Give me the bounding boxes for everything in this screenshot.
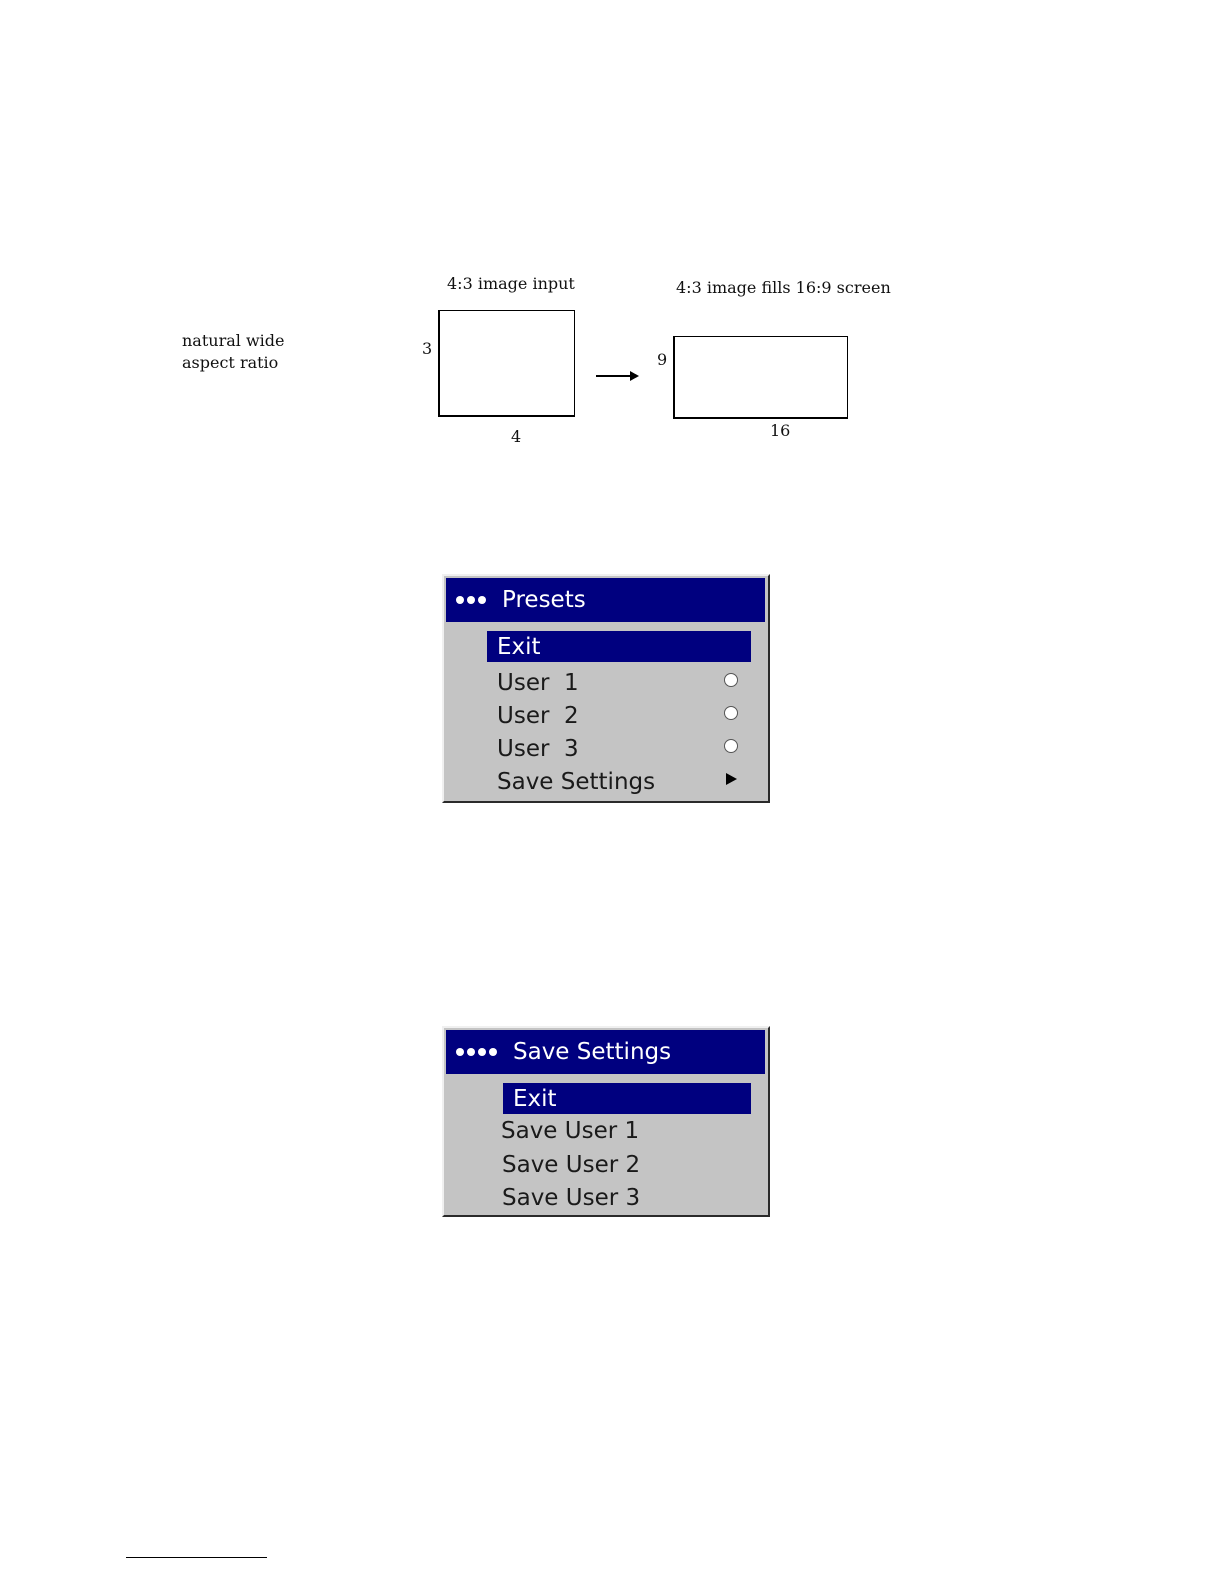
menu-item-label: User 1 — [497, 669, 579, 696]
menu-item-label: User 3 — [497, 735, 579, 762]
aspect-mode-label-line2: aspect ratio — [182, 353, 279, 372]
presets-menu — [442, 574, 770, 803]
input-height-label: 3 — [422, 339, 433, 358]
presets-save-settings-item[interactable] — [487, 766, 751, 797]
save-settings-menu-title: Save Settings — [513, 1039, 672, 1065]
radio-user3-icon[interactable] — [724, 739, 738, 753]
menu-item-label: Exit — [497, 633, 541, 660]
save-user1-item[interactable] — [491, 1115, 751, 1146]
aspect-mode-label — [182, 330, 285, 374]
output-height-label: 9 — [657, 350, 668, 369]
input-image-title: 4:3 image input — [447, 274, 575, 293]
menu-item-label: Exit — [513, 1085, 557, 1112]
save-user2-item[interactable] — [492, 1149, 751, 1180]
aspect-mode-label-line1: natural wide — [182, 331, 285, 350]
input-width-label: 4 — [511, 427, 522, 446]
arrow-right-icon — [596, 375, 632, 377]
radio-user1-icon[interactable] — [724, 673, 738, 687]
input-4x3-frame — [438, 310, 575, 417]
submenu-arrow-icon — [726, 773, 737, 785]
footnote-divider — [126, 1557, 267, 1558]
output-image-title: 4:3 image fills 16:9 screen — [676, 278, 891, 297]
save-settings-exit-item[interactable] — [503, 1083, 751, 1114]
menu-item-label: Save User 1 — [501, 1117, 640, 1144]
presets-menu-header — [446, 578, 765, 622]
arrow-head-icon — [630, 371, 639, 381]
save-settings-menu-header — [446, 1030, 765, 1074]
output-16x9-frame — [673, 336, 848, 419]
menu-item-label: User 2 — [497, 702, 579, 729]
presets-user2-item[interactable] — [487, 700, 751, 731]
menu-item-label: Save Settings — [497, 768, 656, 795]
output-width-label: 16 — [770, 421, 791, 440]
three-dots-icon — [456, 596, 486, 604]
presets-user1-item[interactable] — [487, 667, 751, 698]
radio-user2-icon[interactable] — [724, 706, 738, 720]
save-user3-item[interactable] — [492, 1182, 751, 1213]
presets-menu-title: Presets — [502, 587, 586, 613]
four-dots-icon — [456, 1048, 497, 1056]
menu-item-label: Save User 3 — [502, 1184, 641, 1211]
save-settings-menu — [442, 1026, 770, 1217]
presets-exit-item[interactable] — [487, 631, 751, 662]
menu-item-label: Save User 2 — [502, 1151, 641, 1178]
presets-user3-item[interactable] — [487, 733, 751, 764]
